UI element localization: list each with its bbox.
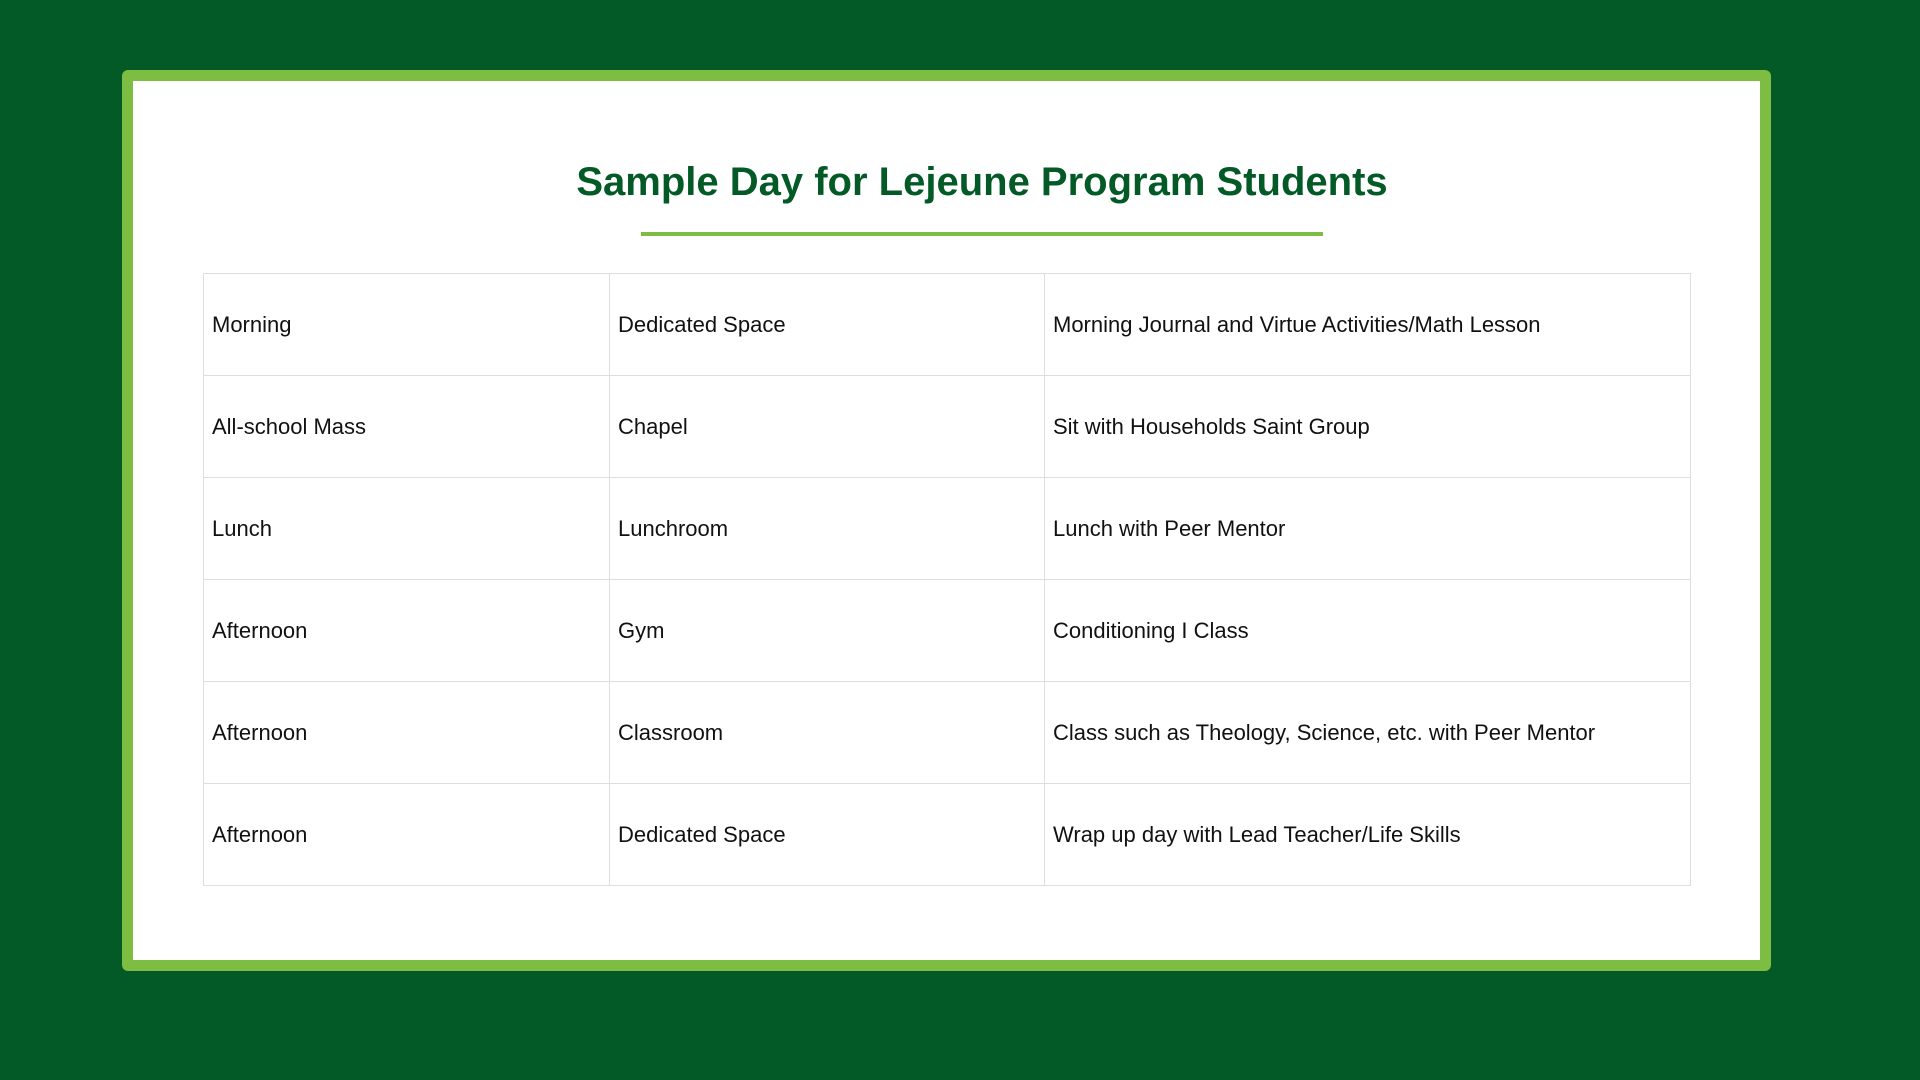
location-cell: Dedicated Space [610,784,1045,886]
activity-cell: Morning Journal and Virtue Activities/Math Lesson [1045,274,1691,376]
location-cell: Classroom [610,682,1045,784]
activity-cell: Sit with Households Saint Group [1045,376,1691,478]
table-row [204,580,1691,682]
activity-cell: Class such as Theology, Science, etc. with Peer Mentor [1045,682,1691,784]
activity-cell: Wrap up day with Lead Teacher/Life Skills [1045,784,1691,886]
time-cell: All-school Mass [204,376,610,478]
time-cell: Lunch [204,478,610,580]
time-cell: Afternoon [204,580,610,682]
title-underline [641,232,1323,236]
activity-cell: Conditioning I Class [1045,580,1691,682]
location-cell: Dedicated Space [610,274,1045,376]
table-row [204,274,1691,376]
page-title: Sample Day for Lejeune Program Students [576,160,1388,204]
schedule-table [203,273,1691,886]
table-row [204,682,1691,784]
table-row [204,478,1691,580]
table-row [204,376,1691,478]
time-cell: Afternoon [204,682,610,784]
activity-cell: Lunch with Peer Mentor [1045,478,1691,580]
location-cell: Lunchroom [610,478,1045,580]
time-cell: Afternoon [204,784,610,886]
location-cell: Chapel [610,376,1045,478]
table-row [204,784,1691,886]
time-cell: Morning [204,274,610,376]
location-cell: Gym [610,580,1045,682]
